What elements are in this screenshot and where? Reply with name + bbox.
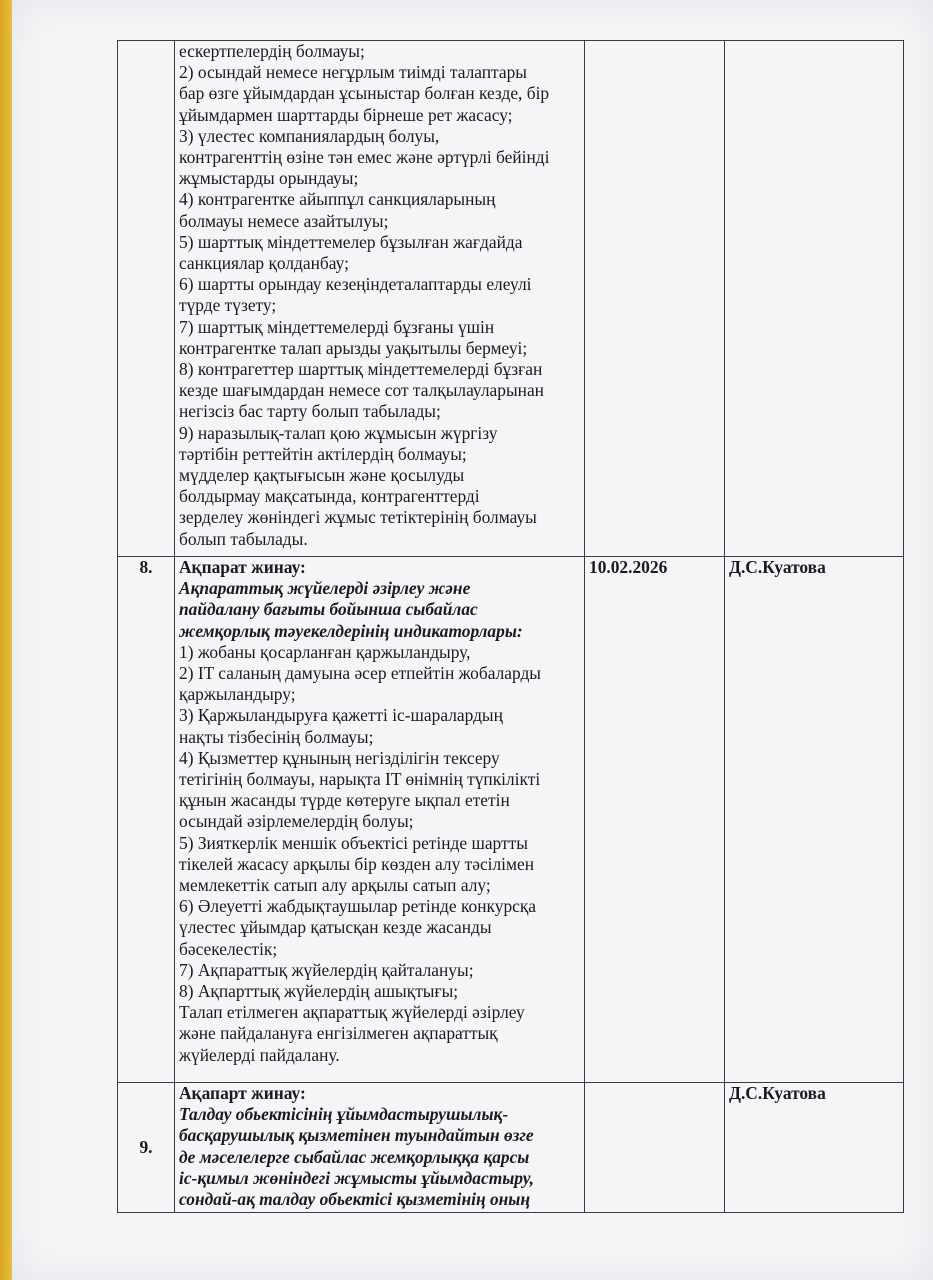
row-content <box>175 1083 585 1213</box>
row-date: 10.02.2026 <box>585 557 725 1083</box>
text-line: кезде шағымдардан немесе сот талқылауларынан <box>179 380 544 401</box>
text-line: 7) шарттық міндеттемелерді бұзғаны үшін <box>179 316 495 337</box>
document-page <box>12 0 933 1280</box>
text-line: жұмыстарды орындауы; <box>179 168 359 189</box>
text-line: сондай-ақ талдау обьектісі қызметінің оның <box>179 1189 531 1210</box>
row-date <box>585 1083 725 1213</box>
text-line: зерделеу жөніндегі жұмыс тетіктерінің болмауы <box>179 507 537 528</box>
text-line: 4) контрагентке айыппұл санкцияларының <box>179 189 496 210</box>
text-line: 2) IT саланың дамуына әсер етпейтін жобаларды <box>179 663 541 684</box>
text-line: 1) жобаны қосарланған қаржыландыру, <box>179 641 471 662</box>
text-line: 4) Қызметтер құнының негізділігін тексеру <box>179 747 500 768</box>
text-line: Ақпарат жинау: <box>179 557 306 577</box>
text-line: мүдделер қақтығысын және қосылуды <box>179 465 465 486</box>
text-line: Талдау обьектісінің ұйымдастырушылық- <box>179 1104 509 1125</box>
row-date <box>585 41 725 557</box>
text-line: ескертпелердің болмауы; <box>179 41 365 61</box>
row-responsible: Д.С.Куатова <box>725 1083 904 1213</box>
text-line: тәртібін реттейтін актілердің болмауы; <box>179 443 467 464</box>
text-line: контрагенттің өзіне тән емес және әртүрлі бейінді <box>179 147 550 168</box>
text-line: бар өзге ұйымдардан ұсыныстар болған кезде, бір <box>179 83 550 104</box>
plan-table <box>117 40 904 1213</box>
text-line: болдырмау мақсатында, контрагенттерді <box>179 486 480 507</box>
text-line: түрде түзету; <box>179 295 277 316</box>
text-line: жүйелерді пайдалану. <box>179 1044 340 1065</box>
text-line: басқарушылық қызметінен туындайтын өзге <box>179 1125 534 1146</box>
text-line: ұйымдармен шарттарды бірнеше рет жасасу; <box>179 104 513 125</box>
text-line: Ақпараттық жүйелерді әзірлеу және <box>179 578 471 599</box>
text-line: тікелей жасасу арқылы бір көзден алу тәсілімен <box>179 853 535 874</box>
text-line: үлестес ұйымдар қатысқан кезде жасанды <box>179 917 492 938</box>
text-line: 8) Ақпарттық жүйелердің ашықтығы; <box>179 981 459 1002</box>
text-line: 2) осындай немесе негұрлым тиімді талаптары <box>179 62 527 83</box>
text-line: де мәселелерге сыбайлас жемқорлыққа қарсы <box>179 1146 530 1167</box>
text-line: негізсіз бас тарту болып табылады; <box>179 401 441 422</box>
row-number: 9. <box>118 1083 175 1213</box>
text-line: болмауы немесе азайтылуы; <box>179 210 389 231</box>
text-line: санкциялар қолданбау; <box>179 253 349 274</box>
row-responsible: Д.С.Куатова <box>725 557 904 1083</box>
text-line: 5) Зияткерлік меншік объектісі ретінде шартты <box>179 832 528 853</box>
row-responsible <box>725 41 904 557</box>
text-line: 3) Қаржыландыруға қажетті іс-шаралардың <box>179 705 503 726</box>
row-number <box>118 41 175 557</box>
text-line: іс-қимыл жөніндегі жұмысты ұйымдастыру, <box>179 1167 534 1188</box>
text-line: және пайдалануға енгізілмеген ақпараттық <box>179 1023 498 1044</box>
text-line: 9) наразылық-талап қою жұмысын жүргізу <box>179 422 498 443</box>
table-row <box>118 41 904 557</box>
table-row <box>118 1083 904 1213</box>
text-line: 7) Ақпараттық жүйелердің қайталануы; <box>179 959 474 980</box>
text-line: 5) шарттық міндеттемелер бұзылған жағдайда <box>179 231 523 252</box>
table-row <box>118 557 904 1083</box>
text-line: бәсекелестік; <box>179 938 278 959</box>
text-line: осындай әзірлемелердің болуы; <box>179 811 414 832</box>
text-line: 8) контрагеттер шарттық міндеттемелерді бұзған <box>179 359 543 380</box>
text-line: Ақапарт жинау: <box>179 1083 306 1103</box>
row-content <box>175 41 585 557</box>
text-line: контрагентке талап арызды уақытылы бермеуі; <box>179 337 528 358</box>
text-line: нақты тізбесінің болмауы; <box>179 726 374 747</box>
row-content <box>175 557 585 1083</box>
text-line: құнын жасанды түрде көтеруге ықпал ететін <box>179 790 510 811</box>
text-line: 6) Әлеуетті жабдықтаушылар ретінде конкурсқа <box>179 896 537 917</box>
text-line: тетігінің болмауы, нарықта IT өнімнің түпкілікті <box>179 769 541 790</box>
text-line: мемлекеттік сатып алу арқылы сатып алу; <box>179 875 491 896</box>
text-line: қаржыландыру; <box>179 684 296 705</box>
text-line: болып табылады. <box>179 528 308 549</box>
row-number: 8. <box>118 557 175 1083</box>
text-line: жемқорлық тәуекелдерінің индикаторлары: <box>179 620 523 641</box>
text-line: Талап етілмеген ақпараттық жүйелерді әзірлеу <box>179 1002 525 1023</box>
text-line: пайдалану бағыты бойынша сыбайлас <box>179 599 478 620</box>
text-line: 6) шартты орындау кезеңіндеталаптарды елеулі <box>179 274 532 295</box>
text-line: 3) үлестес компаниялардың болуы, <box>179 125 440 146</box>
